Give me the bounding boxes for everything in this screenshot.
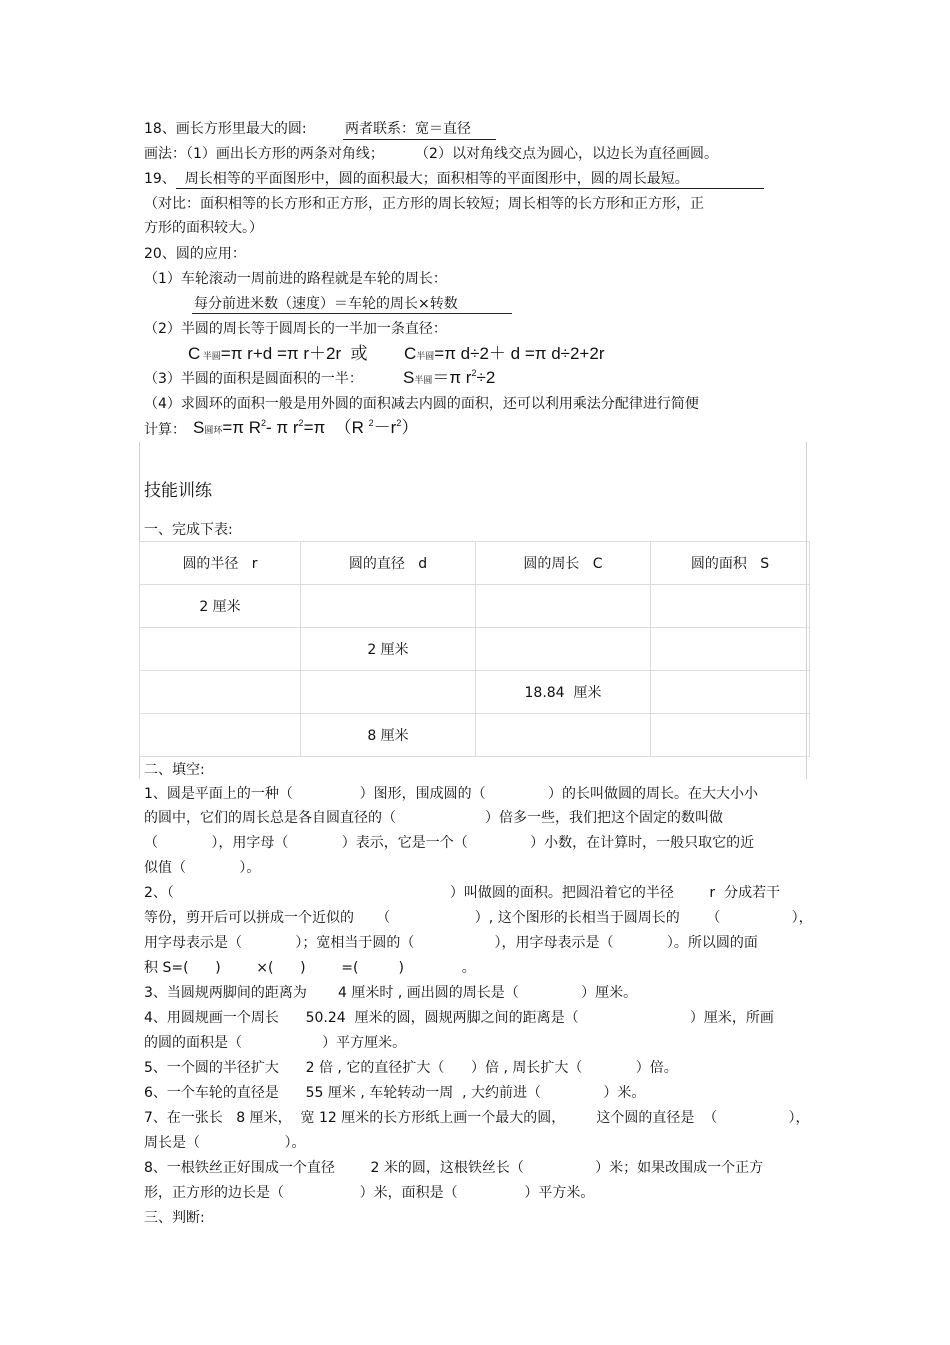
section-1-heading: 一、完成下表: (144, 522, 233, 538)
table-cell[interactable] (140, 714, 301, 757)
note-19: 19、 周长相等的平面图形中，圆的面积最大；面积相等的平面图形中，圆的周长最短。 (144, 171, 689, 187)
table-cell[interactable] (476, 714, 651, 757)
section-title-skills: 技能训练 (144, 481, 212, 501)
note-drawing-method: 画法：（1）画出长方形的两条对角线； （2）以对角线交点为圆心，以边长为直径画圆。 (144, 146, 718, 162)
question-4-line-1: 4、用圆规画一个周长 50.24 厘米的圆，圆规两脚之间的距离是（ ）厘米，所画 (144, 1010, 774, 1026)
table-cell[interactable]: 8 厘米 (301, 714, 476, 757)
question-2-line-3: 用字母表示是（ ）；宽相当于圆的（ ），用字母表示是（ ）。所以圆的面 (144, 935, 758, 951)
half-circle-perimeter-formula-a: C 半圆=π r+d =π r＋2r 或 (188, 344, 368, 363)
section-2-heading: 二、填空: (144, 762, 205, 778)
question-6: 6、一个车轮的直径是 55 厘米 , 车轮转动一周 , 大约前进（ ）米。 (144, 1085, 646, 1101)
question-2-line-4: 积 S=( ) ×( ) =( ) 。 (144, 960, 476, 976)
table-cell[interactable] (651, 671, 810, 714)
circle-table (139, 541, 810, 757)
table-cell[interactable] (301, 671, 476, 714)
table-header-row (140, 542, 810, 585)
table-cell[interactable]: 2 厘米 (301, 628, 476, 671)
half-circle-perimeter-formula-b: C半圆=π d÷2＋ d =π d÷2+2r (404, 344, 605, 363)
question-7-line-1: 7、在一张长 8 厘米， 宽 12 厘米的长方形纸上画一个最大的圆， 这个圆的直径是 （ ）， (144, 1110, 810, 1126)
table-row (140, 585, 810, 628)
note-comparison-1: （对比：面积相等的长方形和正方形，正方形的周长较短；周长相等的长方形和正方形，正 (144, 196, 704, 212)
table-cell[interactable] (301, 585, 476, 628)
question-1-line-2: 的圆中，它们的周长总是各自圆直径的（ ）倍多一些，我们把这个固定的数叫做 (144, 810, 724, 826)
question-7-line-2: 周长是（ ）。 (144, 1135, 306, 1151)
underline (192, 313, 512, 314)
note-comparison-2: 方形的面积较大。） (144, 220, 263, 236)
table-cell[interactable] (651, 628, 810, 671)
table-cell[interactable]: 18.84 厘米 (476, 671, 651, 714)
table-cell[interactable] (140, 628, 301, 671)
table-cell[interactable]: 2 厘米 (140, 585, 301, 628)
question-8-line-2: 形，正方形的边长是（ ）米，面积是（ ）平方米。 (144, 1185, 595, 1201)
table-row (140, 714, 810, 757)
question-8-line-1: 8、一根铁丝正好围成一个直径 2 米的圆，这根铁丝长（ ）米；如果改围成一个正方 (144, 1160, 764, 1176)
note-20-4: （4）求圆环的面积一般是用外圆的面积减去内圆的面积，还可以利用乘法分配律进行简便 (144, 396, 699, 412)
header-radius: 圆的半径 r (140, 542, 301, 585)
table-cell[interactable] (476, 585, 651, 628)
underline (176, 188, 764, 189)
note-18-relation: 两者联系：宽＝直径 (345, 121, 471, 137)
question-2-line-2: 等份，剪开后可以拼成一个近似的 （ ）, 这个图形的长相当于圆周长的 （ ）， (144, 910, 813, 926)
question-5: 5、一个圆的半径扩大 2 倍 , 它的直径扩大（ ）倍 , 周长扩大（ ）倍。 (144, 1060, 678, 1076)
note-20: 20、圆的应用： (144, 246, 246, 262)
table-row (140, 628, 810, 671)
header-circumference: 圆的周长 C (476, 542, 651, 585)
header-diameter: 圆的直径 d (301, 542, 476, 585)
question-2-line-1: 2、（ ）叫做圆的面积。把圆沿着它的半径 r 分成若干 (144, 885, 781, 901)
question-3: 3、当圆规两脚间的距离为 4 厘米时 , 画出圆的周长是（ ）厘米。 (144, 985, 638, 1001)
table-cell[interactable] (140, 671, 301, 714)
half-circle-area-formula: S半圆＝π $r^2\div 2$ (403, 368, 496, 387)
header-area: 圆的面积 S (651, 542, 810, 585)
section-3-heading: 三、判断: (144, 1210, 205, 1226)
question-1-line-4: 似值（ ）。 (144, 860, 261, 876)
table-cell[interactable] (476, 628, 651, 671)
question-4-line-2: 的圆的面积是（ ）平方厘米。 (144, 1035, 407, 1051)
note-20-3: （3）半圆的面积是圆面积的一半： (144, 371, 363, 387)
note-20-1: （1）车轮滚动一周前进的路程就是车轮的周长： (144, 271, 447, 287)
ring-area-formula: S圆环=π $R^2-$ π $r^2=\pi$ （R $^2-r^2$） (193, 418, 419, 437)
note-20-1-formula: 每分前进米数（速度）＝车轮的周长×转数 (194, 296, 458, 312)
table-cell[interactable] (651, 585, 810, 628)
underline (343, 139, 496, 140)
table-row (140, 671, 810, 714)
note-calc-label: 计算： (144, 422, 186, 438)
question-1-line-3: （ ），用字母（ ）表示，它是一个（ ）小数，在计算时，一般只取它的近 (144, 835, 755, 851)
question-1-line-1: 1、圆是平面上的一种（ ）图形，围成圆的（ ）的长叫做圆的周长。在大大小小 (144, 786, 758, 802)
note-20-2: （2）半圆的周长等于圆周长的一半加一条直径： (144, 321, 447, 337)
note-18: 18、画长方形里最大的圆: (144, 121, 307, 137)
table-cell[interactable] (651, 714, 810, 757)
